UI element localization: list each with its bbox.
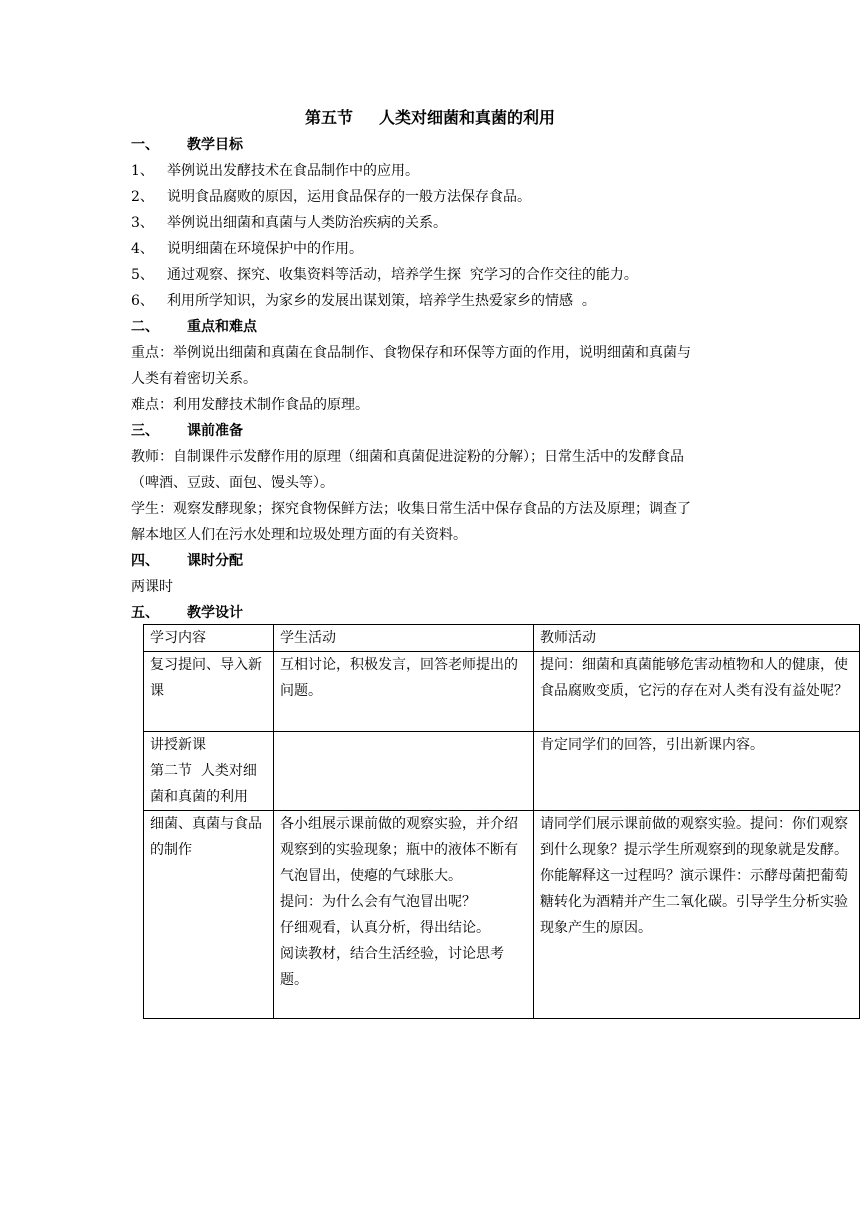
section-heading-schedule: 四、 课时分配 <box>131 553 243 569</box>
objective-item: 5、 通过观察、探究、收集资料等活动，培养学生探 究学习的合作交往的能力。 <box>131 267 638 283</box>
table-cell-content: 细菌、真菌与食品的制作 <box>144 811 274 1019</box>
objective-item: 4、 说明细菌在环境保护中的作用。 <box>131 241 363 257</box>
objective-item: 3、 举例说出细菌和真菌与人类防治疾病的关系。 <box>131 215 447 231</box>
table-cell-content: 讲授新课 第二节 人类对细菌和真菌的利用 <box>144 732 274 811</box>
section-heading-key-points: 二、 重点和难点 <box>131 319 257 335</box>
objective-item: 6、 利用所学知识，为家乡的发展出谋划策，培养学生热爱家乡的情感 。 <box>131 293 596 309</box>
lesson-title: 人类对细菌和真菌的利用 <box>379 108 556 127</box>
section-heading-objectives: 一、 教学目标 <box>131 137 243 153</box>
table-header-cell: 学生活动 <box>274 625 534 652</box>
table-header-row <box>144 625 860 652</box>
difficulty-text: 难点：利用发酵技术制作食品的原理。 <box>131 397 369 413</box>
table-cell-student <box>274 732 534 811</box>
table-cell-teacher: 提问：细菌和真菌能够危害动植物和人的健康，使食品腐败变质，它污的存在对人类有没有益处呢？ <box>534 652 860 732</box>
teaching-design-table <box>143 624 860 1019</box>
student-preparation-continued: 解本地区人们在污水处理和垃圾处理方面的有关资料。 <box>131 527 467 543</box>
objective-item: 1、 举例说出发酵技术在食品制作中的应用。 <box>131 163 419 179</box>
table-row <box>144 811 860 1019</box>
section-heading-design: 五、 教学设计 <box>131 605 243 621</box>
table-cell-student: 各小组展示课前做的观察实验，并介绍观察到的实验现象；瓶中的液体不断有气泡冒出，使瘪的气球胀大。 提问：为什么会有气泡冒出呢？ 仔细观看，认真分析，得出结论。 阅读教材，结合生活经验，讨论思考题。 <box>274 811 534 1019</box>
table-cell-student: 互相讨论，积极发言，回答老师提出的问题。 <box>274 652 534 732</box>
table-row <box>144 732 860 811</box>
student-preparation: 学生：观察发酵现象；探究食物保鲜方法；收集日常生活中保存食品的方法及原理；调查了 <box>131 501 691 517</box>
teacher-preparation: 教师：自制课件示发酵作用的原理（细菌和真菌促进淀粉的分解）；日常生活中的发酵食品 <box>131 449 684 465</box>
table-cell-teacher: 肯定同学们的回答，引出新课内容。 <box>534 732 860 811</box>
section-number-title: 第五节 <box>304 108 353 127</box>
table-cell-teacher: 请同学们展示课前做的观察实验。提问：你们观察到什么现象？提示学生所观察到的现象就是发酵。你能解释这一过程吗？演示课件：示酵母菌把葡萄糖转化为酒精并产生二氧化碳。引导学生分析实验现象产生的原因。 <box>534 811 860 1019</box>
table-row <box>144 652 860 732</box>
focus-text: 重点：举例说出细菌和真菌在食品制作、食物保存和环保等方面的作用，说明细菌和真菌与 <box>131 345 691 361</box>
schedule-text: 两课时 <box>131 579 173 595</box>
table-header-cell: 学习内容 <box>144 625 274 652</box>
table-cell-content: 复习提问、导入新课 <box>144 652 274 732</box>
section-heading-preparation: 三、 课前准备 <box>131 423 243 439</box>
teacher-preparation-continued: （啤酒、豆豉、面包、馒头等）。 <box>131 475 334 491</box>
focus-text-continued: 人类有着密切关系。 <box>131 371 257 387</box>
table-header-cell: 教师活动 <box>534 625 860 652</box>
objective-item: 2、 说明食品腐败的原因，运用食品保存的一般方法保存食品。 <box>131 189 531 205</box>
page-title <box>0 106 860 130</box>
